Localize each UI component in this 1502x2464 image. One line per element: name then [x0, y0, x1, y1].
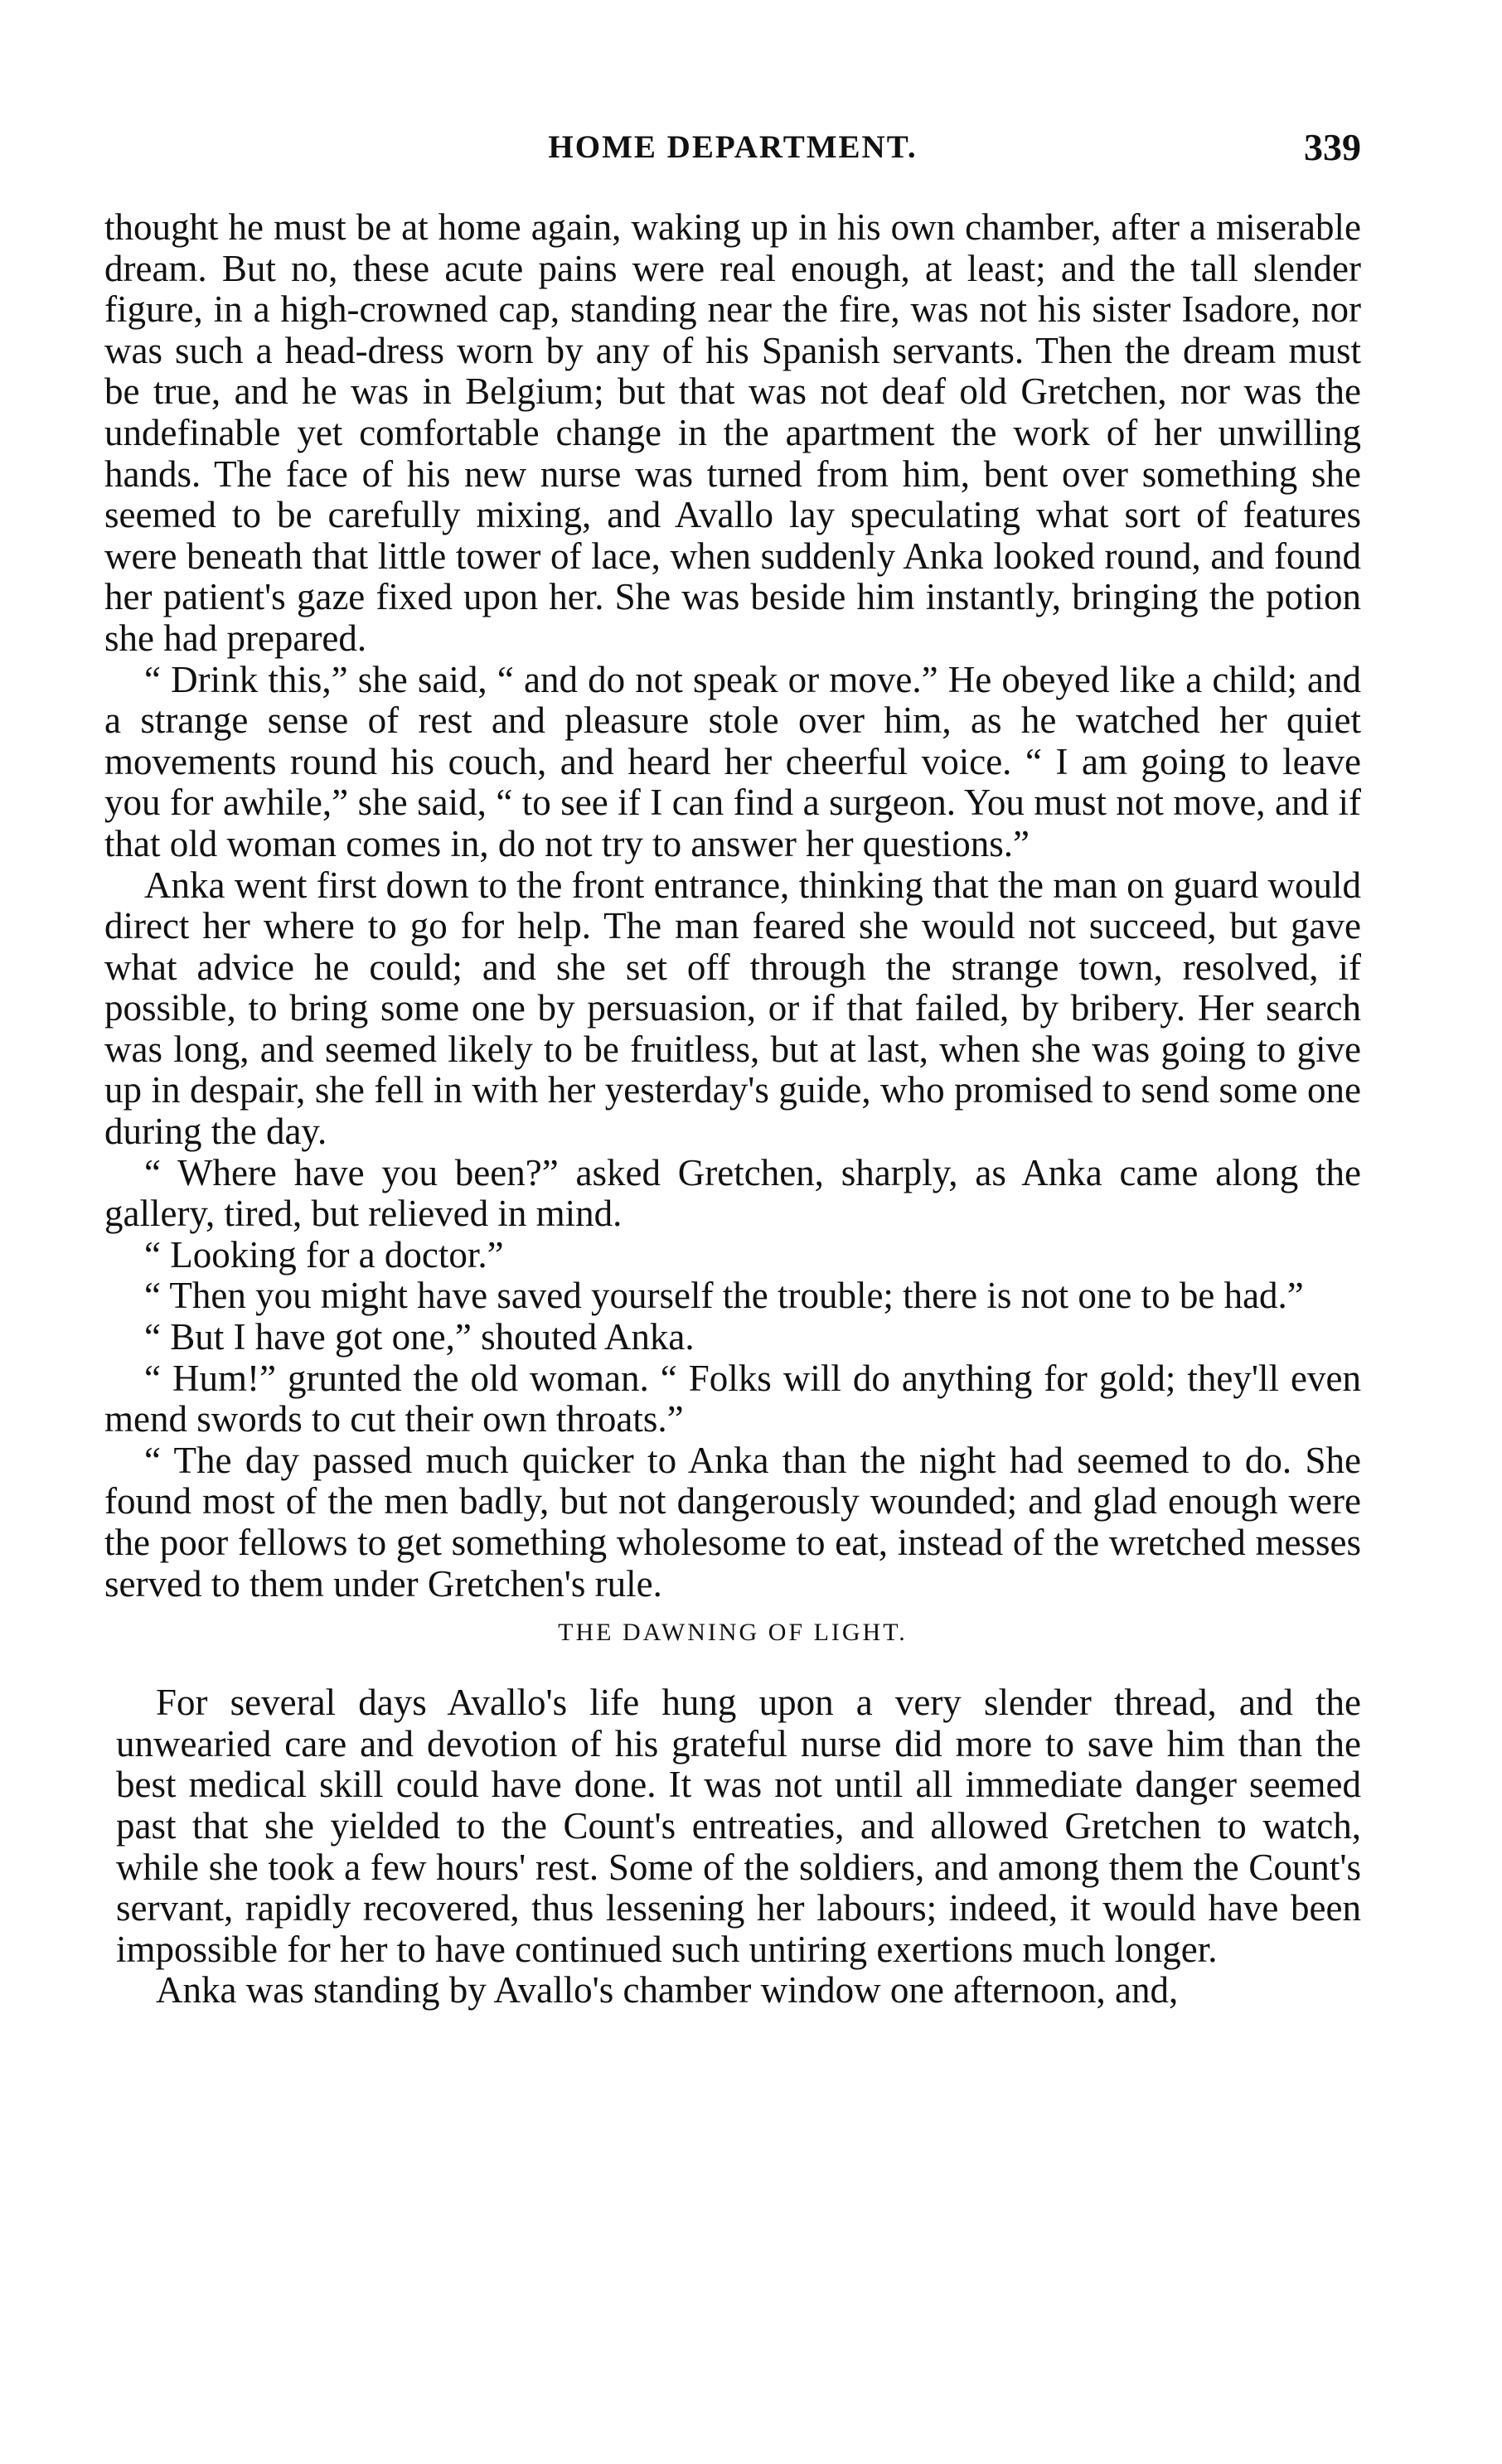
running-title: HOME DEPARTMENT.	[548, 129, 918, 165]
page-body	[104, 207, 1361, 2011]
paragraph: Anka was standing by Avallo's chamber window one afternoon, and,	[156, 1969, 1179, 2011]
paragraph: “ Hum!” grunted the old woman. “ Folks will do anything for gold; they'll even mend swords to cut their own throats.”	[104, 1357, 1361, 1440]
section-heading: THE DAWNING OF LIGHT.	[558, 1619, 908, 1647]
running-header	[104, 123, 1361, 172]
paragraph: For several days Avallo's life hung upon a very slender thread, and the unwearied care and devotion of his grateful nurse did more to save him than the best medical skill could have done. It was not until all immediate danger seemed past that she yielded to the Count's entreaties, and allowed Gretchen to watch, while she took a few hours' rest. Some of the soldiers, and among them the Count's servant, rapidly recovered, thus lessening her labours; indeed, it would have been impossible for her to have continued such untiring exertions much longer.	[116, 1682, 1361, 1970]
paragraph-continuation: thought he must be at home again, waking up in his own chamber, after a miserable dream. But no, these acute pains were real enough, at least; and the tall slender figure, in a high-crowned cap, standing near the fire, was not his sister Isadore, nor was such a head-dress worn by any of his Spanish servants. Then the dream must be true, and he was in Belgium; but that was not deaf old Gretchen, nor was the undefinable yet comfortable change in the apartment the work of her unwilling hands. The face of his new nurse was turned from him, bent over something she seemed to be carefully mixing, and Avallo lay speculating what sort of features were beneath that little tower of lace, when suddenly Anka looked round, and found her patient's gaze fixed upon her. She was beside him instantly, bringing the potion she had prepared.	[104, 206, 1361, 659]
paragraph: “ The day passed much quicker to Anka than the night had seemed to do. She found most of the men badly, but not dangerously wounded; and glad enough were the poor fellows to get something wholesome to eat, instead of the wretched messes served to them under Gretchen's rule.	[104, 1439, 1361, 1605]
section-body	[104, 1682, 1361, 2011]
paragraph: “ Looking for a doctor.”	[144, 1233, 504, 1276]
page-number: 339	[1304, 126, 1361, 168]
paragraph: “ Drink this,” she said, “ and do not speak or move.” He obeyed like a child; and a strange sense of rest and pleasure stole over him, as he watched her quiet movements round his couch, and heard her cheerful voice. “ I am going to leave you for awhile,” she said, “ to see if I can find a surgeon. You must not move, and if that old woman comes in, do not try to answer her questions.”	[104, 658, 1361, 864]
paragraph: “ Then you might have saved yourself the trouble; there is not one to be had.”	[144, 1275, 1304, 1317]
paragraph: “ Where have you been?” asked Gretchen, sharply, as Anka came along the gallery, tired, but relieved in mind.	[104, 1151, 1361, 1235]
paragraph: Anka went first down to the front entrance, thinking that the man on guard would direct her where to go for help. The man feared she would not succeed, but gave what advice he could; and she set off through the strange town, resolved, if possible, to bring some one by persuasion, or if that failed, by bribery. Her search was long, and seemed likely to be fruitless, but at last, when she was going to give up in despair, she fell in with her yesterday's guide, who promised to send some one during the day.	[104, 864, 1361, 1153]
paragraph: “ But I have got one,” shouted Anka.	[144, 1316, 695, 1358]
